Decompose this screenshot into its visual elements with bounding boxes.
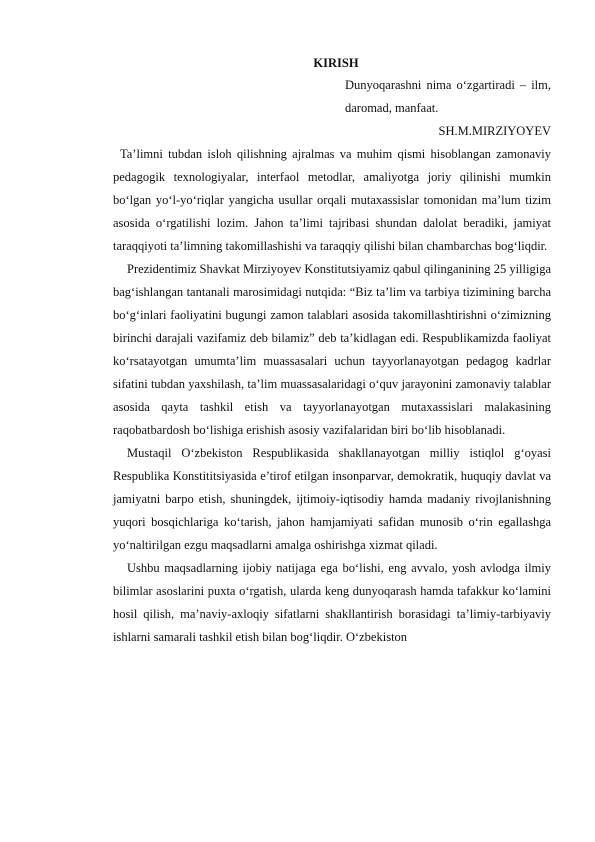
epigraph-author: SH.M.MIRZIYOYEV [438,124,551,138]
paragraph-1: Ta’limni tubdan isloh qilishning ajralmas va muhim qismi hisoblangan zamonaviy pedagogik texnologiyalar, interfaol metodlar, amaliyotga joriy qilinishi mumkin bo‘lgan yo‘l-yo‘riqlar yangicha usullar orqali mutaxassislar tomonidan ma’lum tizim asosida o‘rgatilishi lozim. Jahon ta’limi tajribasi shundan dalolat beradiki, jamiyat taraqqiyoti ta’limning takomillashishi va taraqqiy qilishi bilan chambarchas bog‘liqdir. [113,147,551,253]
epigraph-quote: Dunyoqarashni nima o‘zgartiradi – ilm, daromad, manfaat. [345,78,551,115]
paragraph-2: Prezidentimiz Shavkat Mirziyoyev Konstitutsiyamiz qabul qilinganining 25 yilligiga bag‘ishlangan tantanali marosimidagi nutqida: “Biz ta’lim va tarbiya tizimining barcha bo‘g‘inlari faoliyatini bugungi zamon talablari asosida takomillashtirishni o‘zimizning birinchi darajali vazifamiz deb bilamiz” deb ta’kidlagan edi. Respublikamizda faoliyat ko‘rsatayotgan umumta’lim muassasalari uchun tayyorlanayotgan pedagog kadrlar sifatini tubdan yaxshilash, ta’lim muassasalaridagi o‘quv jarayonini zamonaviy talablar asosida qayta tashkil etish va tayyorlanayotgan mutaxassislari malakasining raqobatbardosh bo‘lishiga erishish asosiy vazifalaridan biri bo‘lib hisoblanadi. [113,262,551,437]
document-body [113,52,551,649]
paragraph-4: Ushbu maqsadlarning ijobiy natijaga ega bo‘lishi, eng avvalo, yosh avlodga ilmiy bilimlar asoslarini puxta o‘rgatish, ularda keng dunyoqarash hamda tafakkur ko‘lamini hosil qilish, ma’naviy-axloqiy sifatlarni shakllantirish borasidagi ta’limiy-tarbiyaviy ishlarni samarali tashkil etish bilan bog‘liqdir. O‘zbekiston [113,561,551,644]
paragraph-3: Mustaqil O‘zbekiston Respublikasida shakllanayotgan milliy istiqlol g‘oyasi Respublika Konstititsiyasida e’tirof etilgan insonparvar, demokratik, huquqiy davlat va jamiyatni barpo etish, shuningdek, ijtimoiy-iqtisodiy hamda madaniy rivojlanishning yuqori bosqichlariga ko‘tarish, jahon hamjamiyati safidan munosib o‘rin egallashga yo‘naltirilgan ezgu maqsadlarni amalga oshirishga xizmat qiladi. [113,446,551,552]
page-title: KIRISH [313,56,359,70]
